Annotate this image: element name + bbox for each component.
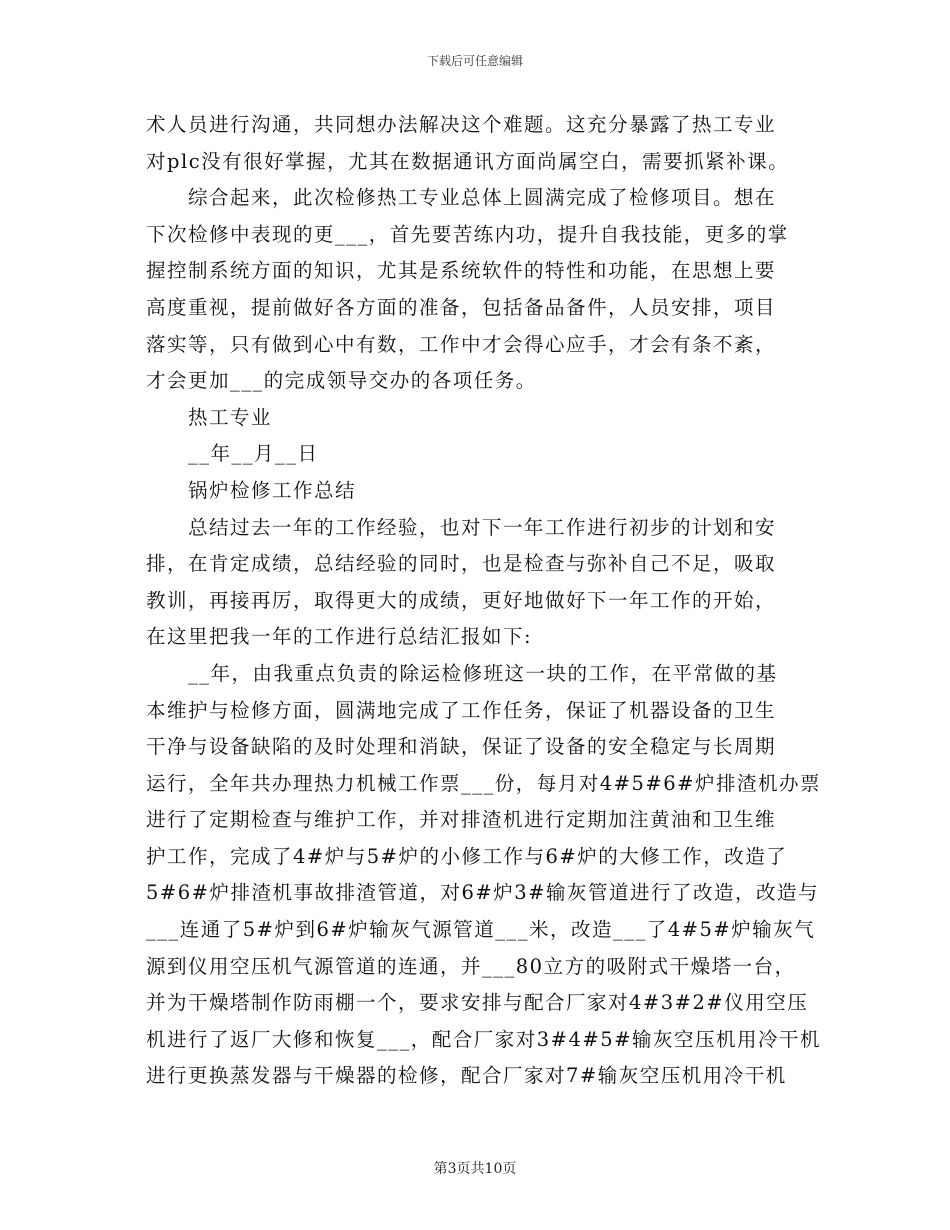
text-line: 护工作，完成了4#炉与5#炉的小修工作与6#炉的大修工作，改造了 (146, 844, 788, 868)
text-line: 下次检修中表现的更___，首先要苦练内功，提升自我技能，更多的掌 (146, 222, 789, 246)
paragraph-start-line: 总结过去一年的工作经验，也对下一年工作进行初步的计划和安 (188, 515, 777, 539)
text-line: 运行，全年共办理热力机械工作票___份，每月对4#5#6#炉排渣机办票 (146, 771, 821, 795)
text-line: 排，在肯定成绩，总结经验的同时，也是检查与弥补自己不足，吸取 (146, 552, 777, 576)
text-line: 源到仪用空压机气源管道的连通，并___80立方的吸附式干燥塔一台， (146, 954, 796, 978)
text-line: 在这里把我一年的工作进行总结汇报如下: (146, 625, 533, 649)
text-line: 才会更加___的完成领导交办的各项任务。 (146, 369, 537, 393)
paragraph-start-line: 综合起来，此次检修热工专业总体上圆满完成了检修项目。想在 (188, 186, 777, 210)
text-line: 5#6#炉排渣机事故排渣管道，对6#炉3#输灰管道进行了改造，改造与 (146, 881, 819, 905)
signature-date: __年__月__日 (188, 442, 319, 466)
text-line: 进行更换蒸发器与干燥器的检修，配合厂家对7#输灰空压机用冷干机 (146, 1064, 787, 1088)
text-line: 对plc没有很好掌握，尤其在数据通讯方面尚属空白，需要抓紧补课。 (146, 149, 790, 173)
text-line: 术人员进行沟通，共同想办法解决这个难题。这充分暴露了热工专业 (146, 113, 777, 136)
text-line: 落实等，只有做到心中有数，工作中才会得心应手，才会有条不紊， (146, 332, 777, 356)
page-number-footer: 第3页共10页 (433, 1161, 517, 1177)
text-line: 本维护与检修方面，圆满地完成了工作任务，保证了机器设备的卫生 (146, 698, 777, 722)
text-line: 机进行了返厂大修和恢复___，配合厂家对3#4#5#输灰空压机用冷干机 (146, 1027, 821, 1051)
text-line: ___连通了5#炉到6#炉输灰气源管道___米，改造___了4#5#炉输灰气 (146, 918, 816, 942)
signature-department: 热工专业 (188, 405, 273, 429)
text-line: 干净与设备缺陷的及时处理和消缺，保证了设备的安全稳定与长周期 (146, 735, 777, 759)
document-body (146, 107, 821, 1095)
section-title: 锅炉检修工作总结 (188, 478, 357, 502)
text-line: 高度重视，提前做好各方面的准备，包括备品备件，人员安排，项目 (146, 295, 777, 319)
paragraph-start-line: __年，由我重点负责的除运检修班这一块的工作，在平常做的基 (188, 661, 778, 685)
text-line: 教训，再接再厉，取得更大的成绩，更好地做好下一年工作的开始， (146, 588, 777, 612)
text-line: 并为干燥塔制作防雨棚一个，要求安排与配合厂家对4#3#2#仪用空压 (146, 991, 809, 1015)
page-header-note: 下载后可任意编辑 (426, 54, 523, 68)
text-line: 进行了定期检查与维护工作，并对排渣机进行定期加注黄油和卫生维 (146, 808, 777, 832)
text-line: 握控制系统方面的知识，尤其是系统软件的特性和功能，在思想上要 (146, 259, 777, 283)
